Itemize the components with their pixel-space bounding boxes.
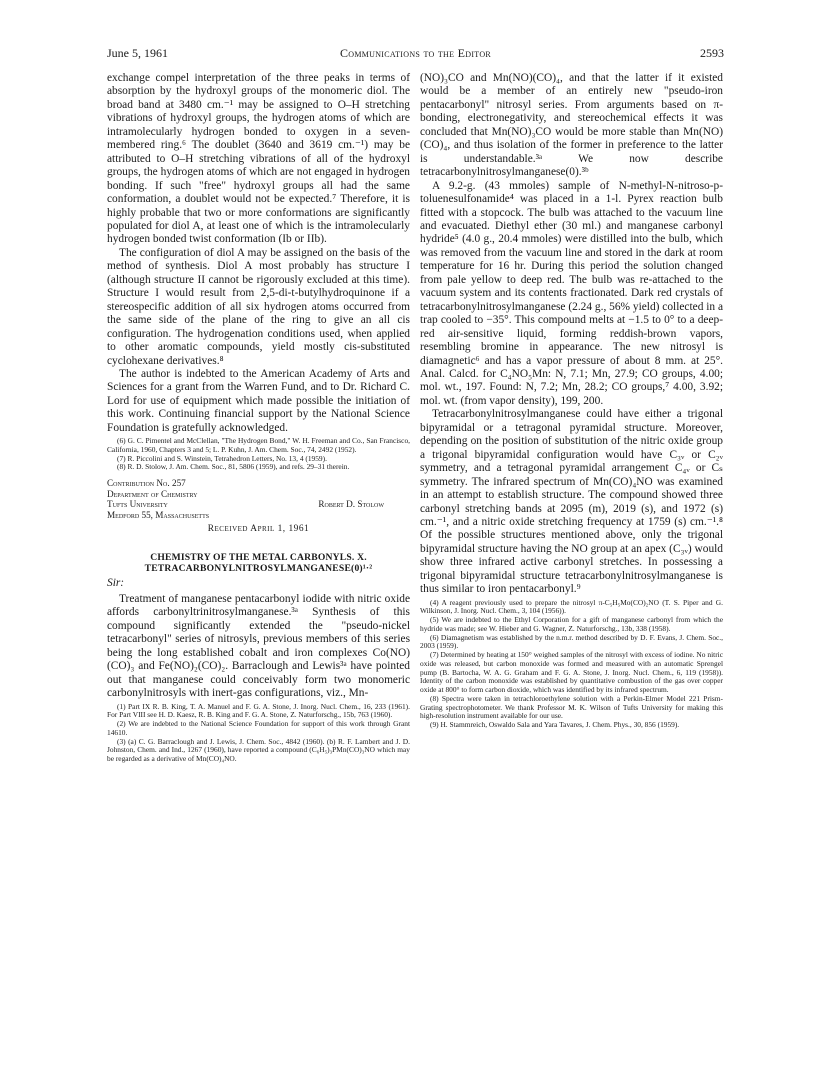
article-title-line: CHEMISTRY OF THE METAL CARBONYLS. X. — [150, 551, 367, 563]
body-paragraph: Treatment of manganese pentacarbonyl iodide with nitric oxide affords carbonyltrinitrosylmanganese.³ᵃ Synthesis of this compound significantly extended the "pseudo-nickel tetracarbonyl" series of nitrosyls, previous members of this series being the long established cobalt and iron complexes Co(NO)(CO)₃ and Fe(NO)₂(CO)₂. Barraclough and Lewis³ᵃ have pointed out that manganese could conceivably form two monomeric carbonylnitrosyls with inert-gas configurations, viz., Mn- — [107, 593, 410, 700]
footnote: (8) R. D. Stolow, J. Am. Chem. Soc., 81, 5806 (1959), and refs. 29–31 therein. — [117, 462, 350, 472]
footnote: (7) Determined by heating at 150° weighed samples of the nitrosyl with excess of iodine. No nitric oxide was released, but carbon monoxide was formed and measured with an automatic Sprengel pump (B. Bartocha, W. A. G. Graham and F. G. A. Stone, J. Inorg. Nucl. Chem., 6, 119 (1958)). Identity of the carbon monoxide was established by quantitative combustion of the gas over copper oxide at 800° to form carbon dioxide, which was identified by its infrared spectrum. — [420, 650, 723, 695]
page-header — [107, 46, 724, 62]
body-paragraph: Tetracarbonylnitrosylmanganese could have either a trigonal bipyramidal or a tetragonal pyramidal structure. Moreover, depending on the position of substitution of the nitric oxide group a trigonal bipyramidal configuration would have C₃ᵥ or C₂ᵥ symmetry, and a tetragonal pyramidal arrangement C₄ᵥ or Cₛ symmetry. The infrared spectrum of Mn(CO)₄NO was examined in an attempt to establish structure. The compound showed three carbonyl stretching bands at 2095 (m), 2019 (s), and 1972 (s) cm.⁻¹, and a nitric oxide stretching frequency at 1759 (s) cm.⁻¹.⁸ Of the possible structures mentioned above, only the trigonal bipyramidal structure having the NO group at an apex (C₃ᵥ) would show three infrared active carbonyl stretches. In possessing a trigonal bipyramidal structure tetracarbonylnitrosylmanganese is thus similar to iron pentacarbonyl.⁹ — [420, 408, 723, 596]
page-number: 2593 — [700, 46, 724, 60]
salutation: Sir: — [107, 577, 125, 590]
body-paragraph: A 9.2-g. (43 mmoles) sample of N-methyl-N-nitroso-p-toluenesulfonamide⁴ was placed in a 1-l. Pyrex reaction bulb fitted with a stopcock. The bulb was attached to the vacuum line and evacuated. Diethyl ether (30 ml.) and manganese carbonyl hydride⁵ (4.0 g., 20.4 mmoles) were distilled into the bulb, which was removed from the vacuum line and stored in the dark at room temperature for 16 hr. During this period the solution changed from pale yellow to deep red. The bulb was re-attached to the vacuum system and its contents fractionated. Dark red crystals of tetracarbonylnitrosylmanganese (2.24 g., 56% yield) collected in a trap cooled to −35°. This compound melts at −1.5 to 0° to a deep-red air-sensitive liquid, forming reddish-brown vapors, resembling bromine in appearance. The new nitrosyl is diamagnetic⁶ and has a vapor pressure of about 8 mm. at 25°. Anal. Calcd. for C₄NO₅Mn: N, 7.1; Mn, 27.9; CO groups, 4.00; mol. wt., 197. Found: N, 7.2; Mn, 28.2; CO groups,⁷ 4.00, 3.92; mol. wt. (from vapor density), 199, 200. — [420, 179, 724, 407]
address: Medford 55, Massachusetts — [107, 510, 210, 521]
footnote: (1) Part IX R. B. King, T. A. Manuel and F. G. A. Stone, J. Inorg. Nucl. Chem., 16, 233 (1961). For Part VIII see H. D. Kaesz, R. B. King and F. G. A. Stone, Z. Naturforschg., 15b, 763 (1960). — [107, 701, 410, 720]
footnote: (6) G. C. Pimentel and McClellan, "The Hydrogen Bond," W. H. Freeman and Co., San Francisco, California, 1960, Chapters 3 and 5; L. P. Kuhn, J. Am. Chem. Soc., 74, 2492 (1952). — [107, 436, 410, 454]
body-paragraph: exchange compel interpretation of the three peaks in terms of absorption by the hydroxyl groups of the monomeric diol. The broad band at 3480 cm.⁻¹ may be assigned to O–H stretching vibrations of hydroxyl groups, the hydrogen atoms of which are intramolecularly hydrogen bonded to oxygen in a seven-membered ring.⁶ The doublet (3640 and 3619 cm.⁻¹) may be attributed to O–H stretching vibrations of all of the hydroxyl groups, the hydrogen atoms of which are not engaged in hydrogen bonding. If such "free" hydroxyl groups all had the same conformation, a doublet would not be expected.⁷ Therefore, it is highly probable that two or more conformations are significantly populated for diol A, at least one of which is the intramolecularly hydrogen bonded twist conformation (Ib or IIb). — [107, 72, 410, 246]
footnote: (9) H. Stammreich, Oswaldo Sala and Yara Tavares, J. Chem. Phys., 30, 856 (1959). — [430, 720, 680, 730]
contribution-number: Contribution No. 257 — [107, 478, 186, 489]
issue-date: June 5, 1961 — [107, 46, 168, 60]
author-name: Robert D. Stolow — [318, 499, 384, 510]
footnote: (4) A reagent previously used to prepare the nitrosyl π-C₅H₅Mo(CO)₂NO (T. S. Piper and G. Wilkinson, J. Inorg. Nucl. Chem., 3, 104 (1956)). — [420, 597, 723, 616]
acknowledgment-paragraph: The author is indebted to the American Academy of Arts and Sciences for a grant from the Warren Fund, and to Dr. Richard C. Lord for use of equipment which made possible the initiation of this work. Continuing financial support by the National Science Foundation is gratefully acknowledged. — [107, 367, 410, 434]
footnote: (5) We are indebted to the Ethyl Corporation for a gift of manganese carbonyl from which the hydride was made; see W. Hieber and G. Wagner, Z. Naturforschg., 13b, 338 (1958). — [420, 615, 723, 633]
footnote: (7) R. Piccolini and S. Winstein, Tetrahedron Letters, No. 13, 4 (1959). — [117, 453, 327, 463]
footnote: (2) We are indebted to the National Science Foundation for support of this work through Grant 14610. — [107, 719, 410, 737]
footnote: (6) Diamagnetism was established by the n.m.r. method described by D. F. Evans, J. Chem. Soc., 2003 (1959). — [420, 632, 723, 651]
article-title — [107, 552, 410, 574]
received-date: Received April 1, 1961 — [207, 523, 310, 534]
body-paragraph: The configuration of diol A may be assigned on the basis of the method of synthesis. Diol A most probably has structure I (although structure II cannot be rigorously excluded at this time). Structure I would result from 2,5-di-t-butylhydroquinone if a stereospecific addition of all six hydrogen atoms occurred from the same side of the plane of the ring to give an all cis configuration. The hydrogenation conditions used, when applied to other aromatic compounds, yield mostly cis-substituted cyclohexane derivatives.⁸ — [107, 246, 410, 367]
right-column — [420, 72, 723, 730]
footnote: (8) Spectra were taken in tetrachloroethylene solution with a Perkin-Elmer Model 221 Prism-Grating spectrophotometer. We thank Professor M. K. Wilson of Tufts University for making this high-resolution instrument available for our use. — [420, 693, 723, 721]
left-column — [107, 72, 410, 764]
body-paragraph: (NO)₃CO and Mn(NO)(CO)₄, and that the latter if it existed would be a member of an entirely new "pseudo-iron pentacarbonyl" nitrosyl series. From arguments based on π-bonding, electronegativity, and stereochemical effects it was concluded that Mn(NO)₃CO would be more stable than Mn(NO)(CO)₄, and thus isolation of the former in preference to the latter is understandable.³ᵃ We now describe tetracarbonylnitrosylmanganese(0).³ᵇ — [420, 72, 723, 179]
department: Department of Chemistry — [107, 488, 198, 499]
footnote: (3) (a) C. G. Barraclough and J. Lewis, J. Chem. Soc., 4842 (1960). (b) R. F. Lambert and J. D. Johnston, Chem. and Ind., 1267 (1960), have reported a compound (C₆H₅)₃PMn(CO)₃NO which may be regarded as a derivative of Mn(CO)₄NO. — [107, 736, 410, 764]
contribution-block — [107, 478, 410, 520]
institution: Tufts University — [107, 499, 168, 510]
running-title: Communications to the Editor — [339, 46, 492, 60]
article-title-line: TETRACARBONYLNITROSYLMANGANESE(0)¹·² — [144, 562, 373, 574]
